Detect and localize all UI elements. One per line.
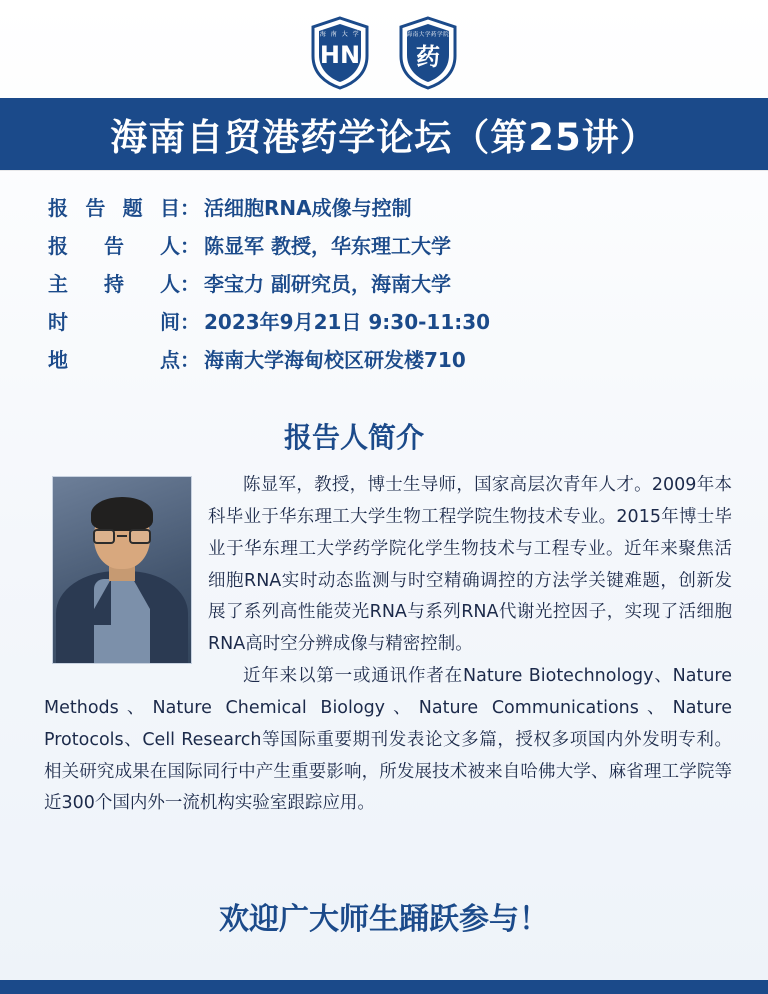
info-colon-location: ： bbox=[180, 348, 200, 372]
logo-row bbox=[0, 0, 768, 98]
svg-text:海南大学药学院: 海南大学药学院 bbox=[406, 32, 450, 38]
title-banner bbox=[0, 98, 768, 170]
info-colon-host: ： bbox=[180, 272, 200, 296]
poster-title: 海南自贸港药学论坛（第25讲） bbox=[110, 116, 658, 159]
info-colon-time: ： bbox=[180, 310, 200, 334]
info-value-speaker: 陈显军 教授，华东理工大学 bbox=[204, 234, 451, 258]
bio-paragraph-2: 近年来以第一或通讯作者在Nature Biotechnology、Nature Methods、Nature Chemical Biology、Nature Communications、Nature Protocols、Cell Research等国际重要期刊发表论文多篇，授权多项国内外发明专利。相关研究成果在国际同行中产生重要影响，所发展技术被来自哈佛大学、麻省理工学院等近300个国内外一流机构实验室跟踪应用。 bbox=[44, 666, 732, 814]
info-colon-speaker: ： bbox=[180, 234, 200, 258]
info-value-topic: 活细胞RNA成像与控制 bbox=[204, 196, 412, 220]
info-value-time: 2023年9月21日 9:30-11:30 bbox=[204, 310, 491, 334]
info-colon-topic: ： bbox=[180, 196, 200, 220]
info-row-time bbox=[48, 306, 724, 335]
info-row-topic bbox=[48, 192, 724, 221]
bottom-accent-bar bbox=[0, 980, 768, 994]
svg-text:海 南 大 学: 海 南 大 学 bbox=[319, 31, 361, 38]
svg-text:HN: HN bbox=[319, 41, 361, 69]
welcome-footer-text: 欢迎广大师生踊跃参与！ bbox=[219, 902, 549, 937]
info-row-host bbox=[48, 268, 724, 297]
pharmacy-school-crest-icon bbox=[397, 16, 459, 90]
info-value-location: 海南大学海甸校区研发楼710 bbox=[204, 348, 466, 372]
info-label-location: 地 点 bbox=[48, 348, 180, 372]
bio-heading: 报告人简介 bbox=[283, 421, 424, 454]
info-label-speaker: 报 告 人 bbox=[48, 234, 180, 258]
info-value-host: 李宝力 副研究员，海南大学 bbox=[204, 272, 451, 296]
bio-body bbox=[0, 470, 768, 820]
svg-text:药: 药 bbox=[416, 43, 440, 71]
bio-paragraph-1: 陈显军，教授，博士生导师，国家高层次青年人才。2009年本科毕业于华东理工大学生物工程学院生物技术专业。2015年博士毕业于华东理工大学药学院化学生物技术与工程专业。近年来聚焦活细胞RNA实时动态监测与时空精确调控的方法学关键难题，创新发展了系列高性能荧光RNA与系列RNA代谢光控因子，实现了活细胞RNA高时空分辨成像与精密控制。 bbox=[208, 475, 732, 655]
event-info-block bbox=[0, 170, 768, 386]
speaker-portrait-avatar bbox=[52, 476, 192, 664]
info-label-time: 时 间 bbox=[48, 310, 180, 334]
info-label-host: 主 持 人 bbox=[48, 272, 180, 296]
info-label-topic: 报 告 题 目 bbox=[48, 196, 180, 220]
hainan-university-crest-icon bbox=[309, 16, 371, 90]
info-row-speaker bbox=[48, 230, 724, 259]
info-row-location bbox=[48, 344, 724, 373]
